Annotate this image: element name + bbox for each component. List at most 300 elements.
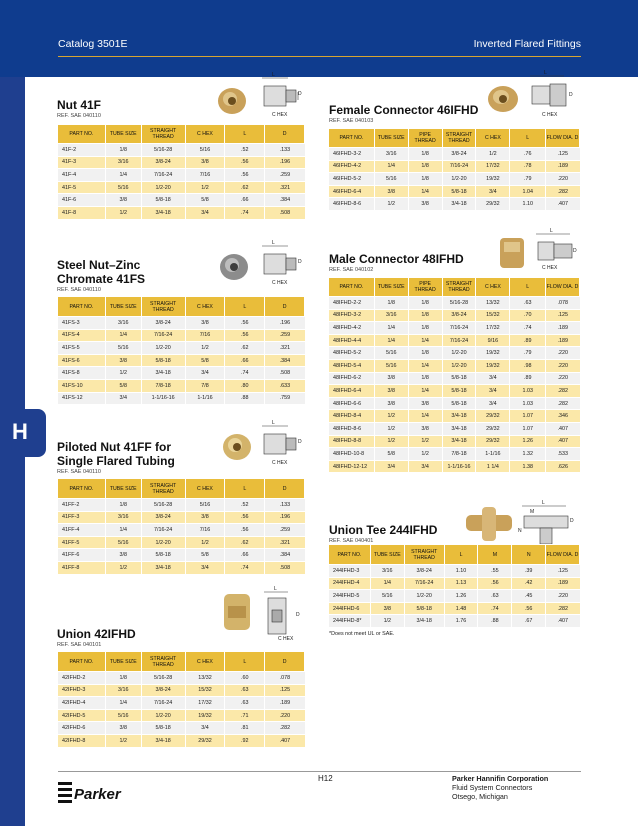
nut-41f-ref: REF. SAE 040110: [57, 113, 101, 119]
table-cell: .56: [225, 524, 265, 537]
nut-41fs-l-label: L: [272, 240, 275, 246]
table-row: [329, 410, 580, 423]
table-cell: 3/4-18: [404, 615, 444, 628]
table-row: [58, 561, 305, 574]
table-cell: .56: [225, 511, 265, 524]
table-cell: 1/2-20: [141, 709, 185, 722]
table-cell: 1.10: [510, 198, 546, 211]
tee-244ifhd-d-label: D: [570, 518, 574, 524]
table-cell: 7/16-24: [141, 524, 185, 537]
table-cell: .259: [265, 329, 305, 342]
nut-41fs-title-line2: Chromate 41FS: [57, 272, 146, 286]
table-cell: 1.03: [510, 385, 546, 398]
table-cell: 1.76: [444, 615, 478, 628]
table-cell: .259: [265, 169, 305, 182]
table-cell: 1/8: [408, 347, 442, 360]
column-header: FLOW DIA. D: [546, 278, 580, 297]
table-cell: 1/2: [374, 422, 408, 435]
table-cell: .63: [225, 684, 265, 697]
table-cell: 3/8: [105, 194, 141, 207]
table-cell: 1/2: [105, 206, 141, 219]
table-cell: .88: [478, 615, 512, 628]
part-number-cell: 46IFHD-3-2: [329, 148, 375, 161]
table-cell: .189: [546, 160, 580, 173]
header-rule: [58, 56, 581, 57]
table-cell: 3/4-18: [141, 561, 185, 574]
table-cell: 7/8-18: [141, 379, 185, 392]
column-header: STRAIGHT THREAD: [442, 278, 476, 297]
table-cell: 5/8-18: [141, 722, 185, 735]
male-48ifhd-l-label: L: [550, 228, 553, 234]
table-cell: 3/16: [374, 148, 408, 161]
table-cell: 3/4: [476, 397, 510, 410]
part-number-cell: 46IFHD-8-6: [329, 198, 375, 211]
table-cell: 1/4: [105, 697, 141, 710]
part-number-cell: 41FF-8: [58, 561, 106, 574]
table-row: [58, 734, 305, 747]
table-cell: .189: [546, 577, 580, 590]
female-46ifhd-photo: [486, 84, 520, 114]
table-cell: 7/16-24: [141, 697, 185, 710]
table-cell: 3/8: [408, 198, 442, 211]
table-cell: 5/8: [105, 379, 141, 392]
table-cell: .196: [265, 511, 305, 524]
table-cell: 3/8: [185, 156, 225, 169]
section-tab-letter: H: [12, 419, 28, 444]
nut-41fs-diagram: [252, 240, 304, 288]
column-header: STRAIGHT THREAD: [442, 129, 476, 148]
table-cell: .60: [225, 672, 265, 685]
tee-244ifhd-photo: [464, 505, 514, 543]
column-header: STRAIGHT THREAD: [141, 479, 185, 499]
table-cell: .407: [546, 615, 580, 628]
table-cell: .42: [512, 577, 546, 590]
table-cell: 1/2: [105, 561, 141, 574]
table-cell: 5/16: [374, 347, 408, 360]
table-cell: .220: [546, 173, 580, 186]
table-cell: 3/4: [185, 367, 225, 380]
column-header: PART NO.: [58, 125, 106, 144]
table-row: [58, 169, 305, 182]
tee-244ifhd-ref: REF. SAE 040401: [329, 538, 374, 544]
table-cell: 3/4-18: [141, 206, 185, 219]
table-cell: 5/8: [374, 448, 408, 461]
table-cell: 1/4: [370, 577, 404, 590]
table-cell: 1/4: [374, 322, 408, 335]
table-cell: .508: [265, 206, 305, 219]
table-row: [58, 722, 305, 735]
table-cell: 5/8-18: [442, 185, 476, 198]
male-48ifhd-table: [328, 277, 580, 473]
column-header: TUBE SIZE: [105, 297, 141, 317]
column-header: STRAIGHT THREAD: [141, 125, 185, 144]
table-row: [58, 144, 305, 157]
table-row: [58, 536, 305, 549]
column-header: TUBE SIZE: [105, 652, 141, 672]
part-number-cell: 244IFHD-3: [329, 565, 371, 578]
table-cell: .220: [546, 590, 580, 603]
table-cell: 1.04: [510, 185, 546, 198]
table-cell: .66: [225, 194, 265, 207]
table-cell: .220: [546, 359, 580, 372]
table-cell: 15/32: [476, 309, 510, 322]
table-cell: 1.07: [510, 422, 546, 435]
table-row: [329, 160, 580, 173]
column-header: N: [512, 545, 546, 565]
table-row: [329, 565, 580, 578]
table-cell: .125: [546, 565, 580, 578]
table-cell: .74: [225, 206, 265, 219]
table-cell: .133: [265, 499, 305, 512]
female-46ifhd-heading: [329, 103, 478, 124]
table-cell: 3/8-24: [141, 511, 185, 524]
table-row: [58, 697, 305, 710]
table-cell: .220: [265, 709, 305, 722]
part-number-cell: 48IFHD-8-8: [329, 435, 375, 448]
part-number-cell: 48IFHD-6-6: [329, 397, 375, 410]
table-cell: .125: [265, 684, 305, 697]
column-header: FLOW DIA. D: [546, 129, 580, 148]
company-division: Fluid System Connectors: [452, 783, 533, 792]
union-42ifhd-diagram: [258, 586, 306, 644]
table-cell: .407: [546, 435, 580, 448]
nut-41fs-d-label: D: [298, 259, 302, 265]
table-cell: .45: [512, 590, 546, 603]
nut-41fs-chex-label: C HEX: [272, 280, 288, 286]
table-cell: 1/2: [105, 367, 141, 380]
table-cell: 3/4: [185, 561, 225, 574]
union-42ifhd-photo: [220, 592, 254, 632]
table-cell: 9/16: [476, 334, 510, 347]
table-cell: 7/16-24: [141, 169, 185, 182]
table-cell: 5/8: [185, 354, 225, 367]
table-cell: .407: [546, 422, 580, 435]
table-cell: 5/16: [105, 709, 141, 722]
table-cell: 7/16-24: [141, 329, 185, 342]
table-cell: 3/16: [374, 309, 408, 322]
table-cell: 7/8: [185, 379, 225, 392]
part-number-cell: 46IFHD-4-2: [329, 160, 375, 173]
table-cell: 3/8: [185, 511, 225, 524]
part-number-cell: 41FF-6: [58, 549, 106, 562]
part-number-cell: 42IFHD-4: [58, 697, 106, 710]
table-cell: .88: [225, 392, 265, 405]
table-cell: 1.32: [510, 448, 546, 461]
tee-244ifhd-table: [328, 544, 580, 628]
table-cell: .196: [265, 156, 305, 169]
table-cell: .74: [510, 322, 546, 335]
union-42ifhd-chex-label: C HEX: [278, 636, 294, 642]
table-cell: 3/4: [374, 460, 408, 473]
table-cell: .63: [225, 697, 265, 710]
table-cell: .56: [225, 317, 265, 330]
table-cell: 3/8-24: [141, 684, 185, 697]
column-header: PART NO.: [58, 297, 106, 317]
table-cell: 3/4-18: [442, 198, 476, 211]
table-cell: .384: [265, 549, 305, 562]
table-cell: 1/2: [408, 435, 442, 448]
table-cell: 5/8: [185, 194, 225, 207]
table-cell: .133: [265, 144, 305, 157]
column-header: C HEX: [476, 129, 510, 148]
table-cell: 1-1/16: [185, 392, 225, 405]
column-header: PART NO.: [329, 545, 371, 565]
tee-244ifhd-title: Union Tee 244IFHD: [329, 523, 438, 537]
table-cell: .508: [265, 561, 305, 574]
union-42ifhd-table: [57, 651, 305, 748]
nut-41fs-ref: REF. SAE 040110: [57, 287, 101, 293]
table-cell: .66: [225, 354, 265, 367]
table-cell: 3/4: [105, 392, 141, 405]
part-number-cell: 41FF-2: [58, 499, 106, 512]
footnote: *Does not meet UL or SAE.: [329, 631, 395, 637]
table-cell: .71: [225, 709, 265, 722]
table-cell: 1/4: [408, 185, 442, 198]
part-number-cell: 41F-8: [58, 206, 106, 219]
part-number-cell: 46IFHD-5-2: [329, 173, 375, 186]
column-header: C HEX: [185, 652, 225, 672]
table-cell: .189: [265, 697, 305, 710]
table-cell: 3/16: [370, 565, 404, 578]
table-row: [329, 602, 580, 615]
tee-244ifhd-heading: [329, 523, 437, 544]
part-number-cell: 48IFHD-6-4: [329, 385, 375, 398]
table-cell: .76: [510, 148, 546, 161]
table-row: [329, 347, 580, 360]
column-header: PART NO.: [329, 278, 375, 297]
table-cell: .282: [546, 185, 580, 198]
table-cell: 1.03: [510, 397, 546, 410]
table-cell: .633: [265, 379, 305, 392]
table-cell: 1/2: [374, 198, 408, 211]
nut-41fs-table: [57, 296, 305, 405]
table-row: [58, 329, 305, 342]
table-cell: .56: [225, 169, 265, 182]
table-row: [58, 354, 305, 367]
table-row: [329, 397, 580, 410]
table-cell: 3/4: [476, 385, 510, 398]
part-number-cell: 41F-5: [58, 181, 106, 194]
column-header: TUBE SIZE: [370, 545, 404, 565]
table-cell: 19/32: [185, 709, 225, 722]
part-number-cell: 41F-6: [58, 194, 106, 207]
table-cell: 1/8: [408, 173, 442, 186]
table-cell: .125: [546, 309, 580, 322]
table-cell: 3/8: [105, 354, 141, 367]
table-cell: .282: [546, 602, 580, 615]
table-cell: 3/8: [185, 317, 225, 330]
table-cell: 19/32: [476, 359, 510, 372]
table-cell: 1/2: [476, 148, 510, 161]
tee-244ifhd-n-label: N: [518, 528, 522, 534]
column-header: L: [225, 297, 265, 317]
table-row: [329, 422, 580, 435]
column-header: L: [225, 479, 265, 499]
table-cell: 1/8: [408, 309, 442, 322]
table-cell: 3/16: [105, 511, 141, 524]
table-row: [329, 359, 580, 372]
parker-logo-text: Parker: [74, 786, 121, 803]
female-46ifhd-chex-label: C HEX: [542, 112, 558, 118]
table-row: [58, 317, 305, 330]
table-row: [329, 322, 580, 335]
female-46ifhd-d-label: D: [569, 92, 573, 98]
table-cell: .384: [265, 354, 305, 367]
table-cell: 5/16: [374, 173, 408, 186]
table-cell: 3/8: [408, 422, 442, 435]
table-cell: 1/2: [370, 615, 404, 628]
table-cell: 1/8: [105, 499, 141, 512]
table-cell: .282: [265, 722, 305, 735]
catalog-category: Inverted Flared Fittings: [473, 38, 581, 50]
table-cell: 1/2: [408, 448, 442, 461]
table-cell: .39: [512, 565, 546, 578]
table-cell: .56: [225, 156, 265, 169]
male-48ifhd-ref: REF. SAE 040102: [329, 267, 374, 273]
table-cell: .66: [225, 549, 265, 562]
parker-logo: [58, 778, 138, 806]
table-cell: 1.26: [444, 590, 478, 603]
column-header: STRAIGHT THREAD: [141, 652, 185, 672]
nut-41ff-photo: [221, 432, 253, 462]
part-number-cell: 42IFHD-3: [58, 684, 106, 697]
table-cell: 3/8: [374, 385, 408, 398]
female-46ifhd-ref: REF. SAE 040103: [329, 118, 374, 124]
table-cell: 19/32: [476, 173, 510, 186]
table-cell: .56: [478, 577, 512, 590]
table-cell: 1/8: [408, 148, 442, 161]
table-cell: .259: [265, 524, 305, 537]
column-header: TUBE SIZE: [374, 129, 408, 148]
tee-244ifhd-diagram: [516, 500, 578, 548]
table-cell: 3/8: [374, 185, 408, 198]
nut-41f-d-label: D: [298, 91, 302, 97]
part-number-cell: 48IFHD-2-2: [329, 297, 375, 310]
table-cell: .62: [225, 536, 265, 549]
union-42ifhd-ref: REF. SAE 040101: [57, 642, 102, 648]
table-row: [329, 334, 580, 347]
tee-244ifhd-m-label: M: [530, 509, 535, 515]
table-cell: 3/8-24: [404, 565, 444, 578]
table-cell: .282: [546, 385, 580, 398]
page-number: H12: [318, 774, 333, 783]
table-cell: .89: [510, 334, 546, 347]
table-cell: 5/8-18: [141, 194, 185, 207]
table-row: [329, 590, 580, 603]
column-header: TUBE SIZE: [374, 278, 408, 297]
column-header: L: [510, 129, 546, 148]
table-cell: 3/8-24: [442, 148, 476, 161]
part-number-cell: 48IFHD-6-2: [329, 372, 375, 385]
part-number-cell: 41FS-3: [58, 317, 106, 330]
column-header: L: [510, 278, 546, 297]
table-cell: 3/8: [374, 397, 408, 410]
column-header: L: [225, 125, 265, 144]
column-header: PIPE THREAD: [408, 278, 442, 297]
table-cell: 1/4: [374, 334, 408, 347]
nut-41ff-diagram: [252, 420, 304, 468]
table-cell: 13/32: [476, 297, 510, 310]
company-block: [452, 774, 548, 801]
table-cell: 5/16-28: [141, 144, 185, 157]
column-header: C HEX: [476, 278, 510, 297]
part-number-cell: 48IFHD-8-4: [329, 410, 375, 423]
column-header: C HEX: [185, 297, 225, 317]
table-cell: 1/2: [374, 435, 408, 448]
table-cell: 1-1/16-16: [141, 392, 185, 405]
table-cell: 7/16-24: [442, 322, 476, 335]
table-cell: 1.13: [444, 577, 478, 590]
table-cell: 3/8-24: [141, 156, 185, 169]
table-row: [58, 194, 305, 207]
table-cell: 3/8-24: [442, 309, 476, 322]
column-header: FLOW DIA. D: [546, 545, 580, 565]
table-cell: 1/2-20: [404, 590, 444, 603]
table-row: [58, 684, 305, 697]
table-cell: 29/32: [476, 435, 510, 448]
part-number-cell: 41FS-5: [58, 342, 106, 355]
column-header: STRAIGHT THREAD: [141, 297, 185, 317]
section-tab[interactable]: [0, 409, 46, 457]
part-number-cell: 41FS-6: [58, 354, 106, 367]
part-number-cell: 42IFHD-6: [58, 722, 106, 735]
table-cell: .078: [546, 297, 580, 310]
table-cell: .79: [510, 173, 546, 186]
part-number-cell: 41F-2: [58, 144, 106, 157]
union-42ifhd-d-label: D: [296, 612, 300, 618]
nut-41ff-table: [57, 478, 305, 575]
table-cell: .63: [510, 297, 546, 310]
table-cell: .80: [225, 379, 265, 392]
table-cell: 1/4: [408, 359, 442, 372]
table-cell: 1/8: [408, 297, 442, 310]
table-cell: .626: [546, 460, 580, 473]
column-header: D: [265, 479, 305, 499]
table-cell: 1/2-20: [141, 536, 185, 549]
table-cell: 3/16: [105, 317, 141, 330]
table-row: [58, 206, 305, 219]
table-cell: 1/8: [408, 322, 442, 335]
table-cell: 3/4-18: [442, 410, 476, 423]
column-header: C HEX: [185, 479, 225, 499]
part-number-cell: 48IFHD-8-6: [329, 422, 375, 435]
table-cell: 7/8-18: [442, 448, 476, 461]
column-header: TUBE SIZE: [105, 479, 141, 499]
female-46ifhd-diagram: [522, 70, 578, 120]
header-bar: [0, 0, 638, 77]
table-cell: 1/2: [185, 181, 225, 194]
table-cell: 3/8: [105, 549, 141, 562]
table-cell: 5/8-18: [442, 372, 476, 385]
table-cell: .759: [265, 392, 305, 405]
union-42ifhd-title: Union 42IFHD: [57, 627, 136, 641]
female-46ifhd-table: [328, 128, 580, 211]
nut-41f-chex-label: C HEX: [272, 112, 288, 118]
table-cell: 1/4: [408, 334, 442, 347]
table-cell: 1.10: [444, 565, 478, 578]
table-cell: 3/8: [370, 602, 404, 615]
column-header: L: [225, 652, 265, 672]
table-cell: 5/8: [185, 549, 225, 562]
table-row: [58, 511, 305, 524]
table-cell: .189: [546, 322, 580, 335]
table-cell: 3/16: [105, 684, 141, 697]
table-cell: .125: [546, 148, 580, 161]
table-cell: .52: [225, 144, 265, 157]
nut-41fs-title-line1: Steel Nut–Zinc: [57, 258, 141, 272]
table-cell: 3/4-18: [442, 435, 476, 448]
table-cell: .52: [225, 499, 265, 512]
